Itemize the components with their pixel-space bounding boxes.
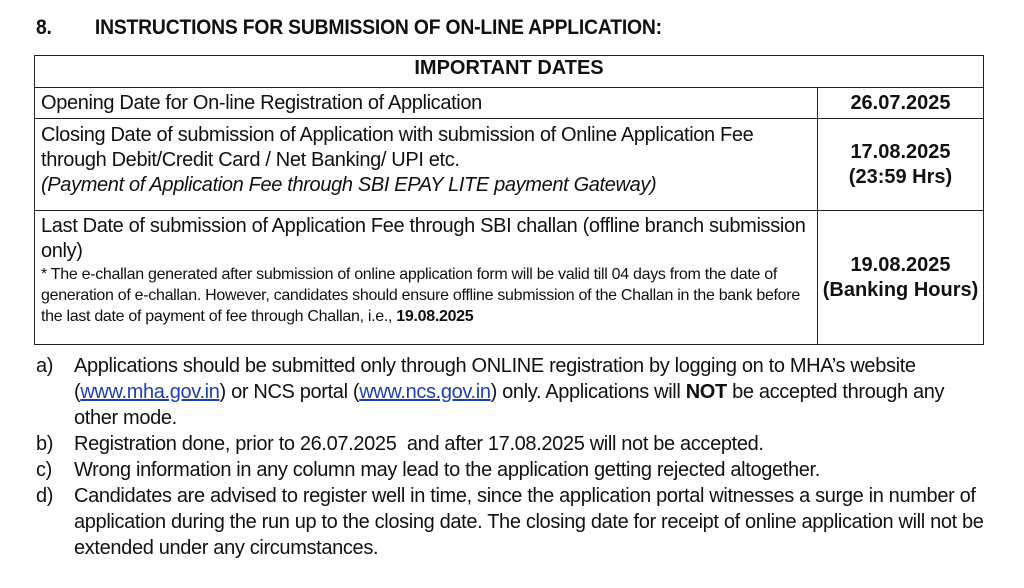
row-date (818, 88, 984, 119)
row-description-cell (35, 211, 818, 345)
date-subtext: (Banking Hours) (822, 278, 979, 301)
table-row (35, 88, 984, 119)
section-heading (36, 16, 662, 40)
date-value: 17.08.2025 (850, 140, 951, 163)
list-item-text: Registration done, prior to 26.07.2025 and after 17.08.2025 will not be accepted. (74, 433, 764, 455)
table-row (35, 119, 984, 211)
list-marker: c) (36, 459, 52, 481)
list-item-text: Candidates are advised to register well in time, since the application portal witnesses a surge in number of application during the run up to the closing date. The closing date for receipt of online application will not be extended under any circumstances. (74, 485, 984, 559)
row-date (818, 211, 984, 345)
row-date (818, 119, 984, 211)
list-item (36, 431, 986, 457)
instruction-list (36, 353, 986, 561)
section-title: INSTRUCTIONS FOR SUBMISSION OF ON-LINE APPLICATION: (94, 16, 662, 39)
text-segment: Applications should be submitted only through ONLINE registration by logging on to MHA’s website ( (74, 355, 916, 403)
note-text: * The e-challan generated after submission of online application form will be valid till 04 days from the date of generation of e-challan. However, candidates should ensure offline submission of the Challan in the bank before the last date of payment of fee through Challan, i.e., (41, 266, 800, 325)
row-description-cell (35, 119, 818, 211)
text-segment: ) or NCS portal ( (219, 381, 360, 403)
list-marker: a) (36, 355, 54, 377)
list-marker: d) (36, 485, 54, 507)
emphasis-text: NOT (685, 381, 727, 403)
date-value: 26.07.2025 (850, 91, 951, 114)
note-date: 19.08.2025 (396, 308, 474, 325)
text-segment: ) only. Applications will (490, 381, 686, 403)
table-title-row (35, 56, 984, 88)
date-subtext: (23:59 Hrs) (848, 165, 953, 188)
row-description: Opening Date for On-line Registration of Application (35, 88, 818, 119)
section-number: 8. (36, 16, 52, 39)
list-item (36, 353, 986, 431)
table-row (35, 211, 984, 345)
row-description: Last Date of submission of Application Fee through SBI challan (offline branch submission only) (41, 215, 806, 262)
ncs-portal-link[interactable]: www.ncs.gov.in (359, 381, 491, 403)
list-item (36, 483, 986, 561)
list-item-text (74, 353, 986, 431)
list-marker: b) (36, 433, 54, 455)
row-note (41, 264, 811, 327)
text-segment: be accepted through any other mode. (74, 381, 945, 429)
table-title: IMPORTANT DATES (35, 56, 984, 88)
list-item-text: Wrong information in any column may lead to the application getting rejected altogether. (74, 459, 820, 481)
mha-website-link[interactable]: www.mha.gov.in (80, 381, 220, 403)
important-dates-table (34, 55, 984, 345)
date-value: 19.08.2025 (850, 253, 951, 276)
list-item (36, 457, 986, 483)
row-description: Closing Date of submission of Application with submission of Online Application Fee through Debit/Credit Card / Net Banking/ UPI etc. (41, 124, 754, 171)
row-note: (Payment of Application Fee through SBI EPAY LITE payment Gateway) (41, 174, 657, 196)
